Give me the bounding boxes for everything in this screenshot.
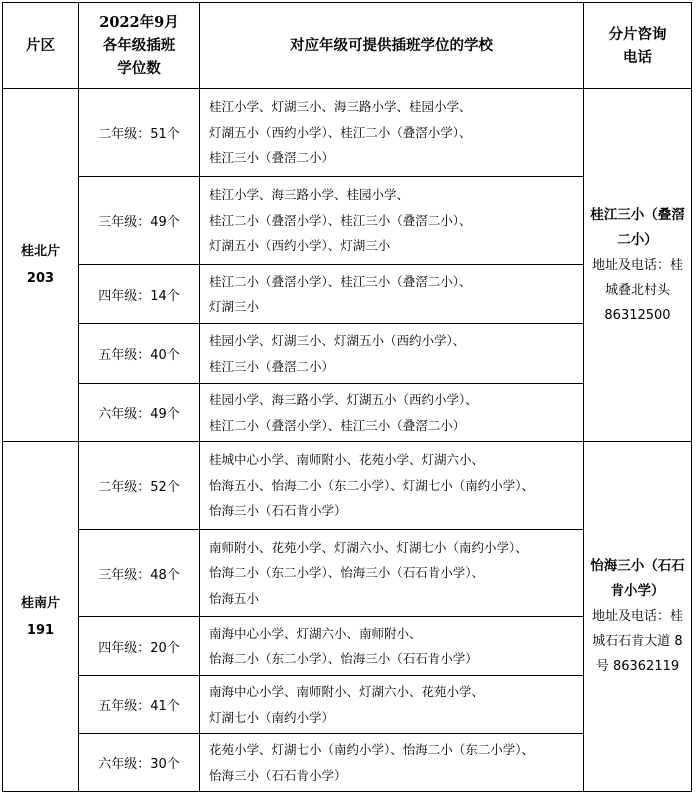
region-name: 桂北片 bbox=[20, 244, 60, 259]
table-row bbox=[3, 442, 692, 530]
schools-cell: 南师附小、花苑小学、灯湖六小、灯湖七小（南约小学）、 怡海二小（东二小学）、怡海三小（石石肯小学）、 怡海五小 bbox=[200, 530, 584, 617]
schools-cell: 桂城中心小学、南师附小、花苑小学、灯湖六小、 怡海五小、怡海二小（东二小学）、灯湖七小（南约小学）、 怡海三小（石石肯小学） bbox=[200, 442, 584, 530]
contact-school: 怡海三小（石石肯小学） bbox=[590, 558, 685, 599]
grade-cell: 六年级：49个 bbox=[79, 384, 200, 442]
grade-cell: 三年级：49个 bbox=[79, 177, 200, 265]
schools-cell: 南海中心小学、南师附小、灯湖六小、花苑小学、 灯湖七小（南约小学） bbox=[200, 676, 584, 734]
region-total: 191 bbox=[26, 622, 55, 638]
region-cell-south bbox=[3, 442, 79, 792]
grade-cell: 六年级：30个 bbox=[79, 734, 200, 792]
region-name: 桂南片 bbox=[20, 595, 60, 611]
contact-cell-south bbox=[584, 442, 692, 792]
grade-cell: 二年级：52个 bbox=[79, 442, 200, 530]
contact-address: 地址及电话：桂城叠北村头 86312500 bbox=[591, 257, 683, 323]
header-grade-seats: 2022年9月 各年级插班 学位数 bbox=[79, 3, 200, 89]
schools-cell: 桂江二小（叠滘小学）、桂江三小（叠滘二小）、 灯湖三小 bbox=[200, 265, 584, 324]
grade-cell: 四年级：14个 bbox=[79, 265, 200, 324]
header-schools: 对应年级可提供插班学位的学校 bbox=[200, 3, 584, 89]
schools-cell: 桂江小学、灯湖三小、海三路小学、桂园小学、 灯湖五小（西约小学）、桂江二小（叠滘小学）、 桂江三小（叠滘二小） bbox=[200, 89, 584, 177]
schools-cell: 南海中心小学、灯湖六小、南师附小、 怡海二小（东二小学）、怡海三小（石石肯小学） bbox=[200, 617, 584, 676]
contact-school: 桂江三小（叠滘二小） bbox=[590, 206, 685, 248]
grade-cell: 三年级：48个 bbox=[79, 530, 200, 617]
schools-cell: 花苑小学、灯湖七小（南约小学）、怡海二小（东二小学）、 怡海三小（石石肯小学） bbox=[200, 734, 584, 792]
schools-cell: 桂江小学、海三路小学、桂园小学、 桂江二小（叠滘小学）、桂江三小（叠滘二小）、 灯湖五小（西约小学）、灯湖三小 bbox=[200, 177, 584, 265]
grade-cell: 二年级：51个 bbox=[79, 89, 200, 177]
contact-cell-north bbox=[584, 89, 692, 442]
schools-cell: 桂园小学、海三路小学、灯湖五小（西约小学）、 桂江二小（叠滘小学）、桂江三小（叠滘二小） bbox=[200, 384, 584, 442]
schools-cell: 桂园小学、灯湖三小、灯湖五小（西约小学）、 桂江三小（叠滘二小） bbox=[200, 324, 584, 384]
grade-cell: 五年级：40个 bbox=[79, 324, 200, 384]
grade-cell: 五年级：41个 bbox=[79, 676, 200, 734]
contact-address: 地址及电话：桂城石石肯大道 8 号 86362119 bbox=[591, 609, 683, 674]
region-cell-north bbox=[3, 89, 79, 442]
school-transfer-table bbox=[2, 2, 692, 792]
header-contact: 分片咨询 电话 bbox=[584, 3, 692, 89]
region-total: 203 bbox=[26, 271, 55, 286]
header-area: 片区 bbox=[3, 3, 79, 89]
table-row bbox=[3, 89, 692, 177]
grade-cell: 四年级：20个 bbox=[79, 617, 200, 676]
header-row bbox=[3, 3, 692, 89]
